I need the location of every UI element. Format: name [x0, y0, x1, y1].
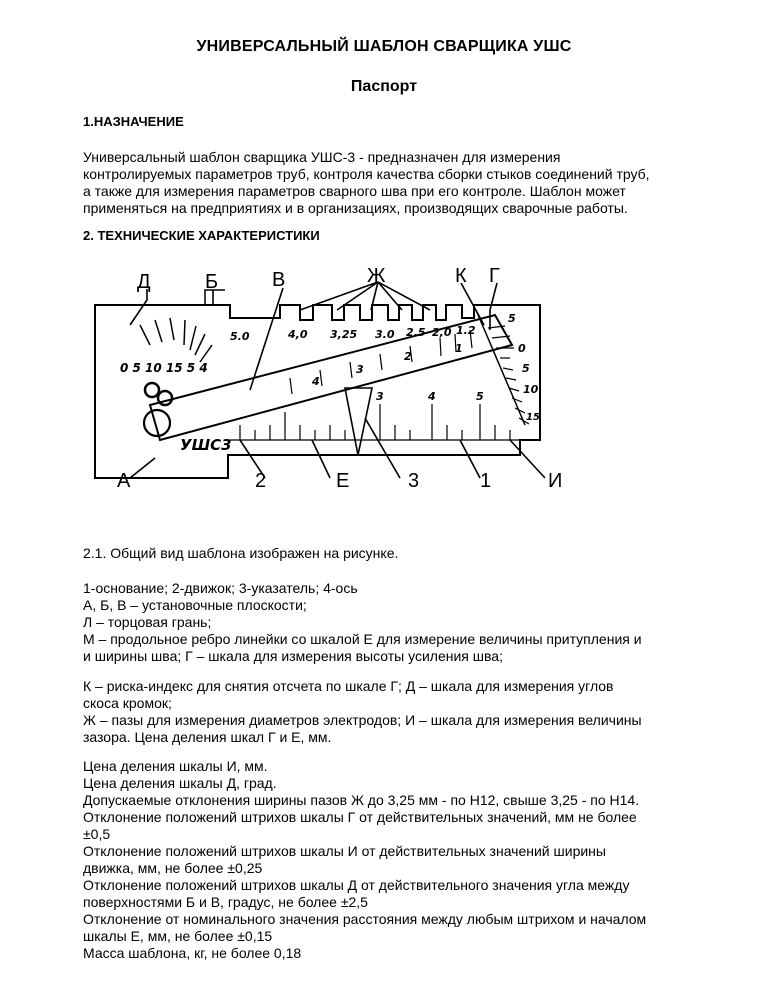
text-line: скоса кромок; — [83, 695, 172, 711]
document-title: УНИВЕРСАЛЬНЫЙ ШАБЛОН СВАРЩИКА УШС — [196, 38, 572, 55]
logo-mark — [145, 383, 172, 405]
g-scale-label: 5 — [508, 312, 516, 325]
figure-caption: 2.1. Общий вид шаблона изображен на рисунке. — [83, 545, 399, 561]
spec-line: Допускаемые отклонения ширины пазов Ж до 3,25 мм - по Н12, свыше 3,25 - по Н14. — [83, 792, 640, 808]
slider-scale-label: 1 — [455, 342, 463, 355]
slot-size-label: 2.5 — [406, 326, 426, 339]
slider-scale-label: 4 — [312, 375, 320, 388]
slot-size-label: 3.0 — [375, 328, 395, 341]
text-line: К – риска-индекс для снятия отсчета по шкале Г; Д – шкала для измерения углов — [83, 678, 614, 694]
slider-scale-label: 3 — [356, 363, 364, 376]
g-scale-label: 5 — [522, 362, 530, 375]
angle-scale-values: 0 5 10 15 5 4 — [120, 361, 208, 375]
g-scale-label: 0 — [518, 342, 526, 355]
spec-line: шкалы Е, мм, не более ±0,15 — [83, 928, 273, 944]
label-i: И — [548, 470, 563, 492]
text-line: зазора. Цена деления шкал Г и Е, мм. — [83, 729, 332, 745]
spec-line: Отклонение положений штрихов шкалы И от действительных значений ширины — [83, 843, 606, 859]
label-3: 3 — [408, 470, 420, 492]
spec-line: ±0,5 — [83, 826, 111, 842]
spec-line: Цена деления шкалы И, мм. — [83, 758, 268, 774]
label-a: А — [117, 470, 131, 492]
text-line: Универсальный шаблон сварщика УШС-3 - предназначен для измерения — [83, 149, 561, 165]
text-line: 1-основание; 2-движок; 3-указатель; 4-ось — [83, 580, 358, 596]
g-scale-label: 15 — [526, 412, 540, 423]
slider-scale-label: 2 — [404, 350, 412, 363]
label-v: В — [272, 269, 286, 291]
spec-line: Отклонение положений штрихов шкалы Г от действительных значений, мм не более — [83, 809, 637, 825]
ruler-scale-label: 4 — [428, 390, 436, 403]
g-scale-label: 10 — [523, 383, 539, 396]
label-e: Е — [336, 470, 350, 492]
slot-size-label: 1.2 — [456, 324, 476, 337]
specs-paragraph — [83, 758, 708, 962]
label-zh: Ж — [367, 265, 386, 287]
spec-line: поверхностями Б и В, градус, не более ±2,5 — [83, 894, 368, 910]
slot-size-label: 2,0 — [432, 326, 452, 339]
label-1: 1 — [480, 470, 492, 492]
section1-heading: 1.НАЗНАЧЕНИЕ — [83, 114, 184, 129]
label-2: 2 — [255, 470, 267, 492]
text-line: применяться на предприятиях и в организациях, производящих сварочные работы. — [83, 200, 628, 216]
brand-engraving: УШС3 — [180, 436, 232, 454]
ruler-scale-label: 5 — [476, 390, 484, 403]
document-subtitle: Паспорт — [350, 78, 418, 95]
text-line: А, Б, В – установочные плоскости; — [83, 597, 307, 613]
slot-size-label: 4,0 — [288, 328, 308, 341]
text-line: М – продольное ребро линейки со шкалой Е для измерение величины притупления и — [83, 631, 642, 647]
section2-heading: 2. ТЕХНИЧЕСКИЕ ХАРАКТЕРИСТИКИ — [83, 228, 320, 243]
text-line: Л – торцовая грань; — [83, 614, 212, 630]
label-d: Д — [137, 271, 151, 293]
angle-scale-d — [140, 318, 212, 362]
spec-line: движка, мм, не более ±0,25 — [83, 860, 263, 876]
slot-size-label: 3,25 — [330, 328, 358, 341]
text-line: а также для измерения параметров сварного шва при его контроле. Шаблон может — [83, 183, 626, 199]
spec-line: Отклонение от номинального значения расстояния между любым штрихом и началом — [83, 911, 647, 927]
spec-line: Отклонение положений штрихов шкалы Д от действительного значения угла между — [83, 877, 630, 893]
legend-paragraph-2 — [83, 678, 708, 746]
label-k: К — [455, 265, 467, 287]
text-line: и ширины шва; Г – шкала для измерения высоты усиления шва; — [83, 648, 503, 664]
label-b: Б — [205, 271, 219, 293]
ruler-scale-label: 3 — [376, 390, 384, 403]
spec-line: Цена деления шкалы Д, град. — [83, 775, 277, 791]
label-g: Г — [489, 265, 500, 287]
spec-line: Масса шаблона, кг, не более 0,18 — [83, 945, 302, 961]
legend-paragraph — [83, 580, 708, 665]
text-line: Ж – пазы для измерения диаметров электродов; И – шкала для измерения величины — [83, 712, 642, 728]
text-line: контролируемых параметров труб, контроля качества сборки стыков соединений труб, — [83, 166, 650, 182]
slot-size-label: 5.0 — [230, 330, 250, 343]
